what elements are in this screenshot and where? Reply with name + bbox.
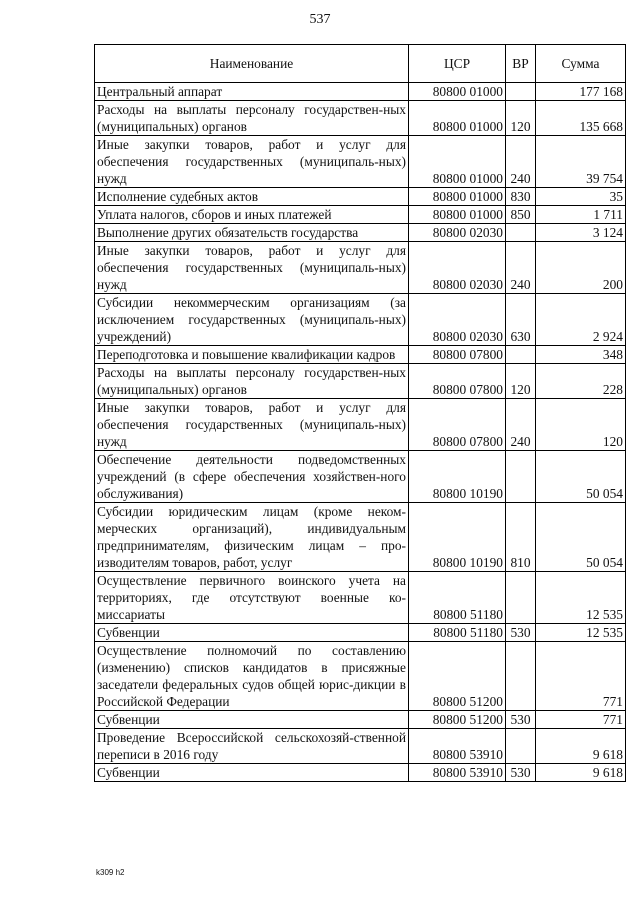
cell-name: Субвенции (95, 764, 409, 782)
header-name: Наименование (95, 45, 409, 83)
cell-csr: 80800 02030 (409, 294, 506, 346)
table-row (95, 136, 626, 188)
cell-csr: 80800 01000 (409, 101, 506, 136)
table-row (95, 83, 626, 101)
cell-csr: 80800 53910 (409, 764, 506, 782)
cell-vr: 810 (506, 503, 536, 572)
cell-vr: 530 (506, 764, 536, 782)
cell-name: Исполнение судебных актов (95, 188, 409, 206)
cell-vr: 120 (506, 364, 536, 399)
table-row (95, 294, 626, 346)
cell-vr: 850 (506, 206, 536, 224)
table-row (95, 451, 626, 503)
cell-vr (506, 729, 536, 764)
cell-csr: 80800 07800 (409, 364, 506, 399)
cell-csr: 80800 51180 (409, 572, 506, 624)
page-number: 537 (309, 12, 331, 27)
cell-sum: 200 (536, 242, 626, 294)
cell-name: Уплата налогов, сборов и иных платежей (95, 206, 409, 224)
cell-name: Субвенции (95, 711, 409, 729)
header-vr: ВР (506, 45, 536, 83)
cell-vr: 120 (506, 101, 536, 136)
cell-name: Осуществление полномочий по составлению (изменению) списков кандидатов в присяжные заседатели федеральных судов общей юрис-дикции в Российской Федерации (95, 642, 409, 711)
cell-name: Субсидии некоммерческим организациям (за исключением государственных (муниципаль-ных) учреждений) (95, 294, 409, 346)
cell-csr: 80800 01000 (409, 206, 506, 224)
cell-sum: 35 (536, 188, 626, 206)
table-row (95, 572, 626, 624)
cell-csr: 80800 51180 (409, 624, 506, 642)
cell-csr: 80800 01000 (409, 188, 506, 206)
cell-sum: 9 618 (536, 764, 626, 782)
cell-sum: 9 618 (536, 729, 626, 764)
table-row (95, 503, 626, 572)
cell-csr: 80800 51200 (409, 642, 506, 711)
cell-vr: 630 (506, 294, 536, 346)
cell-vr (506, 83, 536, 101)
table-row (95, 101, 626, 136)
cell-sum: 120 (536, 399, 626, 451)
cell-sum: 135 668 (536, 101, 626, 136)
cell-sum: 2 924 (536, 294, 626, 346)
cell-sum: 50 054 (536, 503, 626, 572)
cell-name: Субсидии юридическим лицам (кроме неком-мерческих организаций), индивидуальным предпринимателям, физическим лицам – про-изводителям товаров, работ, услуг (95, 503, 409, 572)
table-row (95, 764, 626, 782)
cell-name: Осуществление первичного воинского учета на территориях, где отсутствуют военные ко-миссариаты (95, 572, 409, 624)
cell-csr: 80800 51200 (409, 711, 506, 729)
cell-csr: 80800 07800 (409, 399, 506, 451)
cell-sum: 177 168 (536, 83, 626, 101)
table-row (95, 224, 626, 242)
cell-vr: 830 (506, 188, 536, 206)
header-csr: ЦСР (409, 45, 506, 83)
table-row (95, 346, 626, 364)
cell-vr (506, 224, 536, 242)
cell-vr: 530 (506, 711, 536, 729)
table-header-row (95, 45, 626, 83)
cell-vr: 240 (506, 242, 536, 294)
cell-name: Выполнение других обязательств государства (95, 224, 409, 242)
cell-csr: 80800 01000 (409, 136, 506, 188)
cell-sum: 348 (536, 346, 626, 364)
table-row (95, 711, 626, 729)
cell-name: Иные закупки товаров, работ и услуг для обеспечения государственных (муниципаль-ных) нужд (95, 399, 409, 451)
table-row (95, 242, 626, 294)
cell-name: Иные закупки товаров, работ и услуг для обеспечения государственных (муниципаль-ных) нужд (95, 136, 409, 188)
table-row (95, 206, 626, 224)
table-row (95, 188, 626, 206)
cell-sum: 771 (536, 711, 626, 729)
cell-vr: 530 (506, 624, 536, 642)
cell-csr: 80800 10190 (409, 503, 506, 572)
cell-csr: 80800 53910 (409, 729, 506, 764)
cell-sum: 1 711 (536, 206, 626, 224)
cell-csr: 80800 07800 (409, 346, 506, 364)
cell-sum: 50 054 (536, 451, 626, 503)
table-row (95, 399, 626, 451)
header-sum: Сумма (536, 45, 626, 83)
cell-csr: 80800 01000 (409, 83, 506, 101)
cell-name: Центральный аппарат (95, 83, 409, 101)
budget-table (94, 44, 626, 782)
footer-code: k309 h2 (96, 868, 125, 877)
cell-name: Расходы на выплаты персоналу государствен-ных (муниципальных) органов (95, 364, 409, 399)
cell-sum: 3 124 (536, 224, 626, 242)
table-row (95, 364, 626, 399)
cell-name: Расходы на выплаты персоналу государствен-ных (муниципальных) органов (95, 101, 409, 136)
table-body (95, 83, 626, 782)
table-row (95, 642, 626, 711)
cell-name: Субвенции (95, 624, 409, 642)
cell-sum: 771 (536, 642, 626, 711)
cell-vr (506, 451, 536, 503)
cell-name: Обеспечение деятельности подведомственных учреждений (в сфере обеспечения хозяйствен-ного обслуживания) (95, 451, 409, 503)
cell-sum: 12 535 (536, 572, 626, 624)
cell-vr (506, 572, 536, 624)
cell-name: Иные закупки товаров, работ и услуг для обеспечения государственных (муниципаль-ных) нужд (95, 242, 409, 294)
cell-vr: 240 (506, 136, 536, 188)
cell-sum: 39 754 (536, 136, 626, 188)
cell-csr: 80800 02030 (409, 224, 506, 242)
cell-name: Проведение Всероссийской сельскохозяй-ственной переписи в 2016 году (95, 729, 409, 764)
cell-vr: 240 (506, 399, 536, 451)
cell-sum: 228 (536, 364, 626, 399)
cell-vr (506, 642, 536, 711)
cell-csr: 80800 10190 (409, 451, 506, 503)
table-row (95, 624, 626, 642)
cell-vr (506, 346, 536, 364)
table-row (95, 729, 626, 764)
cell-csr: 80800 02030 (409, 242, 506, 294)
cell-sum: 12 535 (536, 624, 626, 642)
cell-name: Переподготовка и повышение квалификации кадров (95, 346, 409, 364)
